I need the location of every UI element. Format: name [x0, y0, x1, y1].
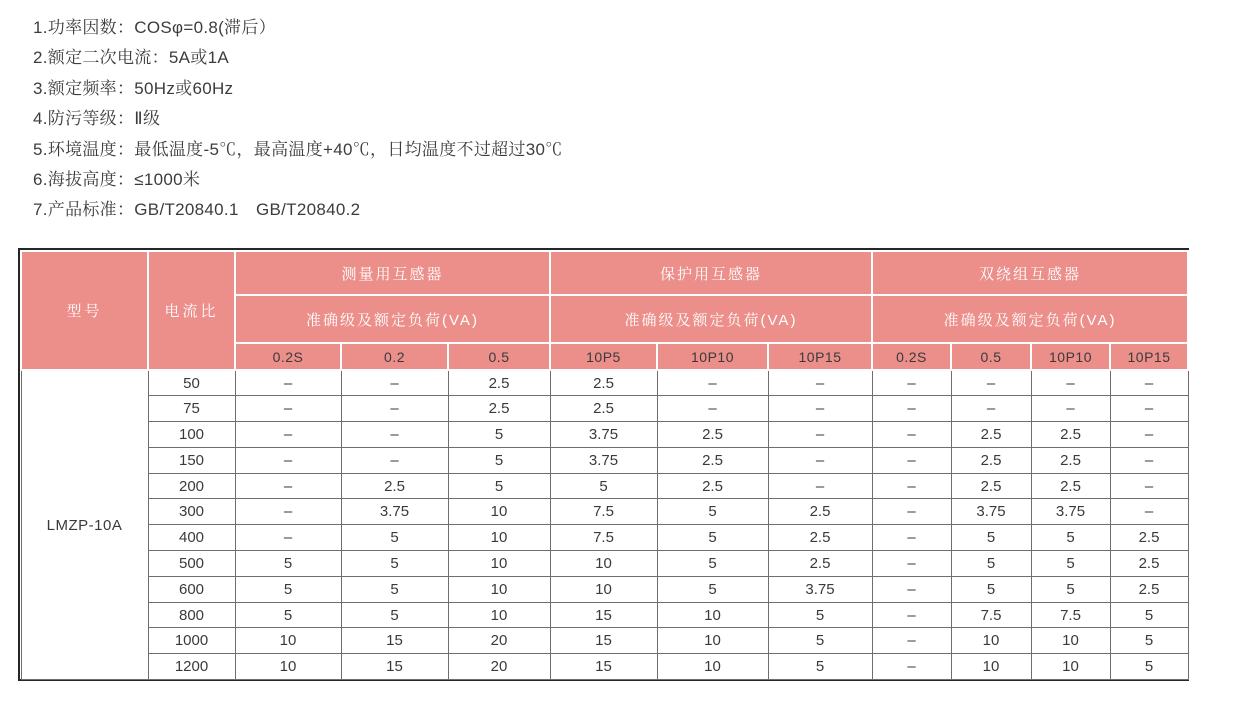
value-cell: –: [1110, 422, 1188, 448]
value-cell: 2.5: [448, 370, 550, 396]
value-cell: 5: [341, 551, 448, 577]
header-col-p-10p5: 10P5: [550, 343, 657, 370]
value-cell: 15: [550, 628, 657, 654]
value-cell: 5: [235, 551, 341, 577]
spec-line-secondary-current: 2.额定二次电流：5A或1A: [33, 48, 229, 68]
value-cell: –: [341, 447, 448, 473]
header-subtitle-measuring: 准确级及额定负荷(VA): [235, 295, 550, 343]
header-group-measuring: 测量用互感器: [235, 251, 550, 295]
spec-line-altitude: 6.海拔高度：≤1000米: [33, 170, 201, 190]
value-cell: –: [235, 370, 341, 396]
ratio-cell: 50: [148, 370, 235, 396]
value-cell: 3.75: [1031, 499, 1110, 525]
value-cell: –: [341, 396, 448, 422]
value-cell: 2.5: [1110, 551, 1188, 577]
value-cell: 5: [448, 473, 550, 499]
value-cell: 5: [951, 576, 1031, 602]
value-cell: 5: [550, 473, 657, 499]
table-header: [21, 251, 1188, 370]
value-cell: 5: [341, 602, 448, 628]
value-cell: –: [768, 447, 872, 473]
value-cell: 5: [768, 602, 872, 628]
value-cell: 10: [657, 628, 768, 654]
value-cell: 3.75: [550, 447, 657, 473]
value-cell: 5: [1031, 525, 1110, 551]
table-row: [21, 602, 1188, 628]
value-cell: –: [341, 422, 448, 448]
value-cell: –: [235, 396, 341, 422]
table-row: [21, 576, 1188, 602]
value-cell: –: [1110, 473, 1188, 499]
value-cell: –: [1110, 447, 1188, 473]
value-cell: 2.5: [1110, 576, 1188, 602]
table-row: [21, 654, 1188, 680]
value-cell: –: [1031, 396, 1110, 422]
value-cell: –: [872, 396, 951, 422]
value-cell: –: [872, 370, 951, 396]
value-cell: 2.5: [951, 473, 1031, 499]
spec-line-frequency: 3.额定频率：50Hz或60Hz: [33, 78, 234, 98]
table-row: [21, 370, 1188, 396]
header-col-m-05: 0.5: [448, 343, 550, 370]
value-cell: –: [951, 396, 1031, 422]
value-cell: 2.5: [550, 370, 657, 396]
value-cell: 10: [1031, 628, 1110, 654]
value-cell: 5: [235, 576, 341, 602]
table-row: [21, 551, 1188, 577]
header-row-groups: [21, 251, 1188, 295]
value-cell: 2.5: [1110, 525, 1188, 551]
value-cell: 2.5: [448, 396, 550, 422]
value-cell: 10: [235, 654, 341, 680]
value-cell: –: [768, 422, 872, 448]
value-cell: 5: [657, 576, 768, 602]
value-cell: 2.5: [657, 473, 768, 499]
value-cell: 10: [550, 551, 657, 577]
header-group-dual-winding: 双绕组互感器: [872, 251, 1188, 295]
table-row: [21, 447, 1188, 473]
value-cell: 7.5: [951, 602, 1031, 628]
value-cell: 2.5: [1031, 473, 1110, 499]
ratio-cell: 100: [148, 422, 235, 448]
ratio-cell: 400: [148, 525, 235, 551]
header-col-d-05: 0.5: [951, 343, 1031, 370]
value-cell: –: [1031, 370, 1110, 396]
value-cell: 2.5: [657, 447, 768, 473]
value-cell: 10: [448, 602, 550, 628]
value-cell: 5: [1110, 628, 1188, 654]
value-cell: 3.75: [550, 422, 657, 448]
value-cell: 10: [448, 499, 550, 525]
value-cell: –: [235, 499, 341, 525]
value-cell: 5: [657, 551, 768, 577]
value-cell: 3.75: [951, 499, 1031, 525]
spec-line-ambient-temp: 5.环境温度：最低温度-5℃，最高温度+40℃，日均温度不过超过30℃: [33, 139, 563, 159]
value-cell: 10: [235, 628, 341, 654]
ratings-table-container: [18, 248, 1189, 681]
spec-table-body: [21, 370, 1188, 680]
value-cell: 5: [448, 447, 550, 473]
ratio-cell: 800: [148, 602, 235, 628]
value-cell: –: [235, 447, 341, 473]
ratio-cell: 75: [148, 396, 235, 422]
value-cell: –: [1110, 499, 1188, 525]
value-cell: –: [872, 551, 951, 577]
value-cell: 5: [657, 499, 768, 525]
value-cell: –: [872, 628, 951, 654]
ratio-cell: 500: [148, 551, 235, 577]
value-cell: –: [768, 370, 872, 396]
value-cell: 20: [448, 628, 550, 654]
value-cell: 7.5: [1031, 602, 1110, 628]
value-cell: 5: [1031, 576, 1110, 602]
value-cell: 10: [951, 628, 1031, 654]
value-cell: 5: [657, 525, 768, 551]
spec-line-pollution-class: 4.防污等级：Ⅱ级: [33, 109, 161, 129]
table-row: [21, 628, 1188, 654]
value-cell: –: [341, 370, 448, 396]
model-cell: LMZP-10A: [21, 370, 148, 680]
value-cell: 5: [1110, 602, 1188, 628]
header-col-d-10p10: 10P10: [1031, 343, 1110, 370]
value-cell: 5: [951, 525, 1031, 551]
value-cell: 5: [341, 525, 448, 551]
table-row: [21, 473, 1188, 499]
table-row: [21, 525, 1188, 551]
header-subtitle-protection: 准确级及额定负荷(VA): [550, 295, 872, 343]
header-col-m-02: 0.2: [341, 343, 448, 370]
value-cell: –: [235, 422, 341, 448]
value-cell: 15: [341, 628, 448, 654]
spec-line-power-factor: 1.功率因数：COSφ=0.8(滞后）: [33, 18, 276, 37]
value-cell: 2.5: [768, 551, 872, 577]
value-cell: 15: [341, 654, 448, 680]
value-cell: 10: [448, 576, 550, 602]
value-cell: –: [951, 370, 1031, 396]
value-cell: 5: [341, 576, 448, 602]
header-col-p-10p15: 10P15: [768, 343, 872, 370]
value-cell: 2.5: [768, 525, 872, 551]
value-cell: 2.5: [1031, 447, 1110, 473]
value-cell: 5: [768, 628, 872, 654]
ratings-table: [20, 250, 1189, 680]
value-cell: –: [768, 473, 872, 499]
header-group-protection: 保护用互感器: [550, 251, 872, 295]
value-cell: –: [657, 396, 768, 422]
ratio-cell: 600: [148, 576, 235, 602]
value-cell: –: [872, 422, 951, 448]
value-cell: 3.75: [768, 576, 872, 602]
ratio-cell: 150: [148, 447, 235, 473]
value-cell: 5: [1031, 551, 1110, 577]
value-cell: 15: [550, 602, 657, 628]
value-cell: 5: [768, 654, 872, 680]
value-cell: 10: [1031, 654, 1110, 680]
value-cell: –: [872, 602, 951, 628]
value-cell: 10: [448, 551, 550, 577]
value-cell: 10: [951, 654, 1031, 680]
value-cell: 5: [1110, 654, 1188, 680]
table-row: [21, 396, 1188, 422]
value-cell: –: [235, 525, 341, 551]
value-cell: 2.5: [341, 473, 448, 499]
header-ratio: 电流比: [148, 251, 235, 370]
value-cell: –: [872, 654, 951, 680]
value-cell: –: [872, 447, 951, 473]
header-col-p-10p10: 10P10: [657, 343, 768, 370]
header-subtitle-dual-winding: 准确级及额定负荷(VA): [872, 295, 1188, 343]
table-row: [21, 499, 1188, 525]
value-cell: –: [1110, 396, 1188, 422]
value-cell: 7.5: [550, 499, 657, 525]
value-cell: 2.5: [1031, 422, 1110, 448]
spec-line-standards: 7.产品标准：GB/T20840.1 GB/T20840.2: [33, 200, 361, 220]
spec-list: [33, 13, 1213, 226]
value-cell: 10: [448, 525, 550, 551]
table-row: [21, 422, 1188, 448]
value-cell: 20: [448, 654, 550, 680]
value-cell: 2.5: [951, 447, 1031, 473]
value-cell: 2.5: [657, 422, 768, 448]
value-cell: 15: [550, 654, 657, 680]
value-cell: –: [872, 525, 951, 551]
value-cell: 5: [235, 602, 341, 628]
value-cell: 10: [657, 602, 768, 628]
value-cell: –: [657, 370, 768, 396]
ratio-cell: 1000: [148, 628, 235, 654]
header-col-d-10p15: 10P15: [1110, 343, 1188, 370]
header-model: 型号: [21, 251, 148, 370]
header-col-m-02s: 0.2S: [235, 343, 341, 370]
value-cell: –: [768, 396, 872, 422]
value-cell: –: [235, 473, 341, 499]
value-cell: 3.75: [341, 499, 448, 525]
value-cell: –: [1110, 370, 1188, 396]
value-cell: 2.5: [951, 422, 1031, 448]
value-cell: 2.5: [550, 396, 657, 422]
header-col-d-02s: 0.2S: [872, 343, 951, 370]
value-cell: 5: [951, 551, 1031, 577]
value-cell: 2.5: [768, 499, 872, 525]
value-cell: 7.5: [550, 525, 657, 551]
value-cell: 10: [657, 654, 768, 680]
value-cell: –: [872, 499, 951, 525]
value-cell: 5: [448, 422, 550, 448]
value-cell: –: [872, 473, 951, 499]
value-cell: –: [872, 576, 951, 602]
ratio-cell: 200: [148, 473, 235, 499]
ratio-cell: 1200: [148, 654, 235, 680]
value-cell: 10: [550, 576, 657, 602]
ratio-cell: 300: [148, 499, 235, 525]
